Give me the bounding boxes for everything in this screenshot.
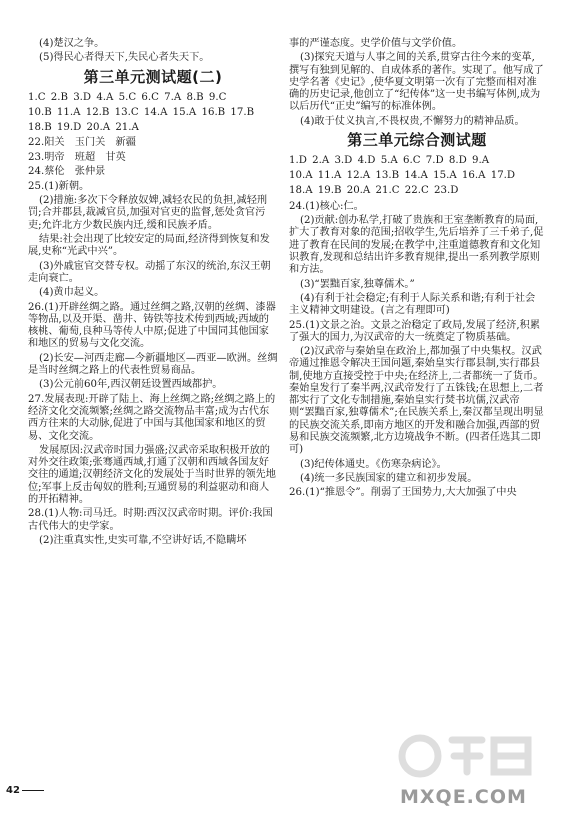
answer-line: (4)统一多民族国家的建立和初步发展。 [300, 472, 478, 484]
right-column [289, 38, 545, 502]
answer-q27 [28, 394, 278, 506]
answer-line: (4)敢于仗义执言,不畏权贵,不懈努力的精神品质。 [300, 115, 525, 127]
mc-row: 18.A 19.B 20.A 21.C 22.C 23.D [289, 185, 459, 197]
mc-row: 18.B 19.D 20.A 21.A [28, 122, 139, 134]
multiple-choice-answers [289, 155, 545, 198]
section-title-unit3-comprehensive: 第三单元综合测试题 [347, 131, 487, 150]
answer-line: 24.(1)核心:仁。 [289, 200, 364, 212]
section-title-unit3-test2: 第三单元测试题(二) [83, 67, 223, 86]
answer-line: (4)楚汉之争。 [39, 38, 105, 49]
answer-line: (2)汉武帝与秦始皇在政治上,都加强了中央集权。汉武帝通过推恩令解决王国问题,秦始皇实行郡县制,实行郡县制,使地方直接受控于中央;在经济上,二者都统一了货币。秦始皇发行了秦半两,汉武帝发行了五铢钱;在思想上,二者都实行了文化专制措施,秦始皇实行焚书坑儒,汉武帝则“罢黜百家,独尊儒术”;在民族关系上,秦汉都呈现出明显的民族交流关系,即南方地区的开发和融合加强,西部的贸易和民族交流频繁,北方边境战争不断。(四者任选其二即可) [289, 346, 544, 456]
multiple-choice-answers [28, 92, 278, 135]
answer-line: 25.(1)新朝。 [28, 180, 90, 192]
answer-line: (3)“罢黜百家,独尊儒术。” [300, 278, 415, 290]
answer-line: (2)贡献:创办私学,打破了贵族和王室垄断教育的局面,扩大了教育对象的范围;招收学生,先后培养了三千弟子,促进了教育在民间的发展;在教学中,注重道德教育和文化知识教育,发现和总结出许多教育规律,提出一系列教学原则和方法。 [289, 215, 544, 276]
answer-line: (4)有利于社会稳定;有利于人际关系和谐;有利于社会主义精神文明建设。(言之有理即可) [289, 292, 536, 317]
answer-q28-continued [289, 38, 545, 128]
answer-line: (2)注重真实性,史实可靠,不空讲好话,不隐瞒坏 [39, 535, 247, 547]
answer-line: 27.发展表现:开辟了陆上、海上丝绸之路;丝绸之路上的经济文化交流频繁;丝绸之路交流物品丰富;成为古代东西方往来的大动脉,促进了中国与其他国家和地区的贸易、文化交流。 [28, 393, 276, 442]
answer-line: (5)得民心者得天下,失民心者失天下。 [39, 52, 210, 64]
answer-q28 [28, 508, 278, 547]
answer-line: (4)黄巾起义。 [39, 287, 105, 299]
left-column [28, 38, 278, 549]
mc-row: 1.D 2.A 3.D 4.D 5.A 6.C 7.D 8.D 9.A [289, 155, 490, 167]
page-number-rule [22, 790, 44, 791]
answer-q25 [28, 181, 278, 300]
answer-line: 发展原因:汉武帝时国力强盛;汉武帝采取积极开放的对外交往政策;张骞通西域,打通了汉朝和西域各国友好交往的通道;汉朝经济文化的发展处于当时世界的领先地位;军事上反击匈奴的胜利;互通贸易的利益驱动和商人的开拓精神。 [28, 445, 276, 505]
mc-row: 10.B 11.A 12.B 13.C 14.A 15.A 16.B 17.B [28, 106, 255, 118]
answer-q25 [289, 320, 545, 486]
answer-q26 [289, 487, 545, 499]
mc-row: 10.A 11.A 12.A 13.B 14.A 15.A 16.A 17.D [289, 170, 516, 182]
answer-line: (3)公元前60年,西汉朝廷设置西域都护。 [39, 379, 223, 391]
answer-line: 26.(1)“推恩令”。削弱了王国势力,大大加强了中央 [289, 487, 517, 499]
answer-line: 25.(1)文景之治。文景之治稳定了政局,发展了经济,积累了强大的国力,为汉武帝的大一统奠定了物质基础。 [289, 319, 541, 343]
answer-line: (3)纪传体通史。《伤寒杂病论》。 [300, 458, 447, 470]
answer-line: (2)长安—河西走廊—今新疆地区—西亚—欧洲。丝绸是当时丝绸之路上的代表性贸易商品。 [28, 352, 278, 377]
mc-row: 1.C 2.B 3.D 4.A 5.C 6.C 7.A 8.B 9.C [28, 91, 227, 103]
answer-line: 结果:社会出现了比较安定的局面,经济得到恢复和发展,史称“光武中兴”。 [28, 233, 270, 258]
answer-line: 28.(1)人物:司马迁。时期:西汉汉武帝时期。评价:我国古代伟大的史学家。 [28, 508, 273, 532]
answer-line: 事的严谨态度。史学价值与文学价值。 [289, 38, 463, 49]
answer-q24 [289, 201, 545, 318]
answer-q22: 22.阳关 玉门关 新疆 [28, 137, 136, 149]
answer-line: (3)外戚宦官交替专权。动摇了东汉的统治,东汉王朝走向衰亡。 [28, 260, 271, 284]
page-number [6, 785, 44, 797]
page-number-text: 42 [6, 785, 20, 796]
answer-q23: 23.明帝 班超 甘英 [28, 151, 126, 163]
answer-line: (3)探究天道与人事之间的关系,贯穿古往今来的变革,撰写有独到见解的、自成体系的著作。实现了。他写成了史学名著《史记》,使华夏文明第一次有了完整而相对准确的历史记录,他创立了“纪传体”这一史书编写体例,成为以后历代“正史”编写的标准体例。 [289, 52, 544, 113]
answer-line: 26.(1)开辟丝绸之路。通过丝绸之路,汉朝的丝绸、漆器等物品,以及开渠、凿井、铸铁等技术传到西域;西域的核桃、葡萄,良种马等传人中原;促进了中国同其他国家和地区的贸易与文化交流。 [28, 301, 276, 350]
answer-q26 [28, 302, 278, 392]
answer-q24: 24.蔡伦 张仲景 [28, 166, 106, 178]
watermark-text: MXQE.COM [400, 786, 527, 808]
answer-line: (2)措施:多次下令释放奴婢,减轻农民的负担,减轻刑罚;合并郡县,裁减官员,加强对官吏的监督,惩处贪官污吏;允许北方少数民族内迁,缓和民族矛盾。 [28, 195, 268, 231]
